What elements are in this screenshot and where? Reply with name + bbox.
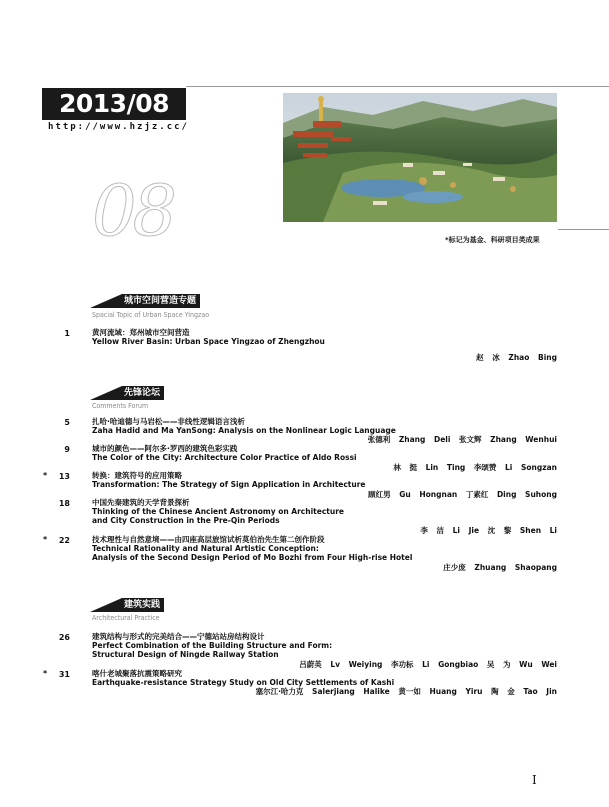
article-authors: 塞尔江·哈力克 Salerjiang Halike 黄一如 Huang Yiru 陶 金 Tao Jin <box>255 687 557 696</box>
page-number: 26 <box>58 633 70 642</box>
section-subtitle: Architectural Practice <box>92 614 160 622</box>
article-title[interactable] <box>92 471 366 489</box>
article-authors: 李 洁 Li Jie 沈 黎 Shen Li <box>420 526 557 535</box>
article-title-en: Transformation: The Strategy of Sign Application in Architecture <box>92 480 366 489</box>
cover-photo <box>283 93 557 222</box>
article-title-cn: 中国先秦建筑的天学背景探析 <box>92 498 190 507</box>
funding-mark: * <box>43 669 48 678</box>
page-number: 31 <box>58 670 70 679</box>
page-number: 9 <box>64 445 70 454</box>
page-number: 18 <box>58 499 70 508</box>
section-triangle <box>90 598 122 612</box>
page-number: 1 <box>64 329 70 338</box>
article-title-cn: 黄河流域：郑州城市空间营造 <box>92 328 190 337</box>
issue-date: 2013/08 <box>42 88 186 120</box>
page-number: 22 <box>58 536 70 545</box>
article-title-cn: 建筑结构与形式的完美结合——宁德站站房结构设计 <box>92 632 265 641</box>
article-title-en: Structural Design of Ningde Railway Station <box>92 650 279 659</box>
article-title-en: The Color of the City: Architecture Color Practice of Aldo Rossi <box>92 453 357 462</box>
article-title-en: Thinking of the Chinese Ancient Astronomy on Architecture <box>92 507 344 516</box>
section-subtitle: Spacial Topic of Urban Space Yingzao <box>92 311 210 319</box>
section-subtitle: Comments Forum <box>92 402 149 410</box>
article-title-cn: 喀什老城聚落抗震策略研究 <box>92 669 182 678</box>
article-authors: 庄少庞 Zhuang Shaopang <box>443 563 557 572</box>
page-number: 13 <box>58 472 70 481</box>
funding-mark: * <box>43 471 48 480</box>
section-title: 城市空间营造专题 <box>122 294 200 308</box>
article-authors: 张德利 Zhang Deli 张文辉 Zhang Wenhui <box>367 435 557 444</box>
article-title-en: Earthquake-resistance Strategy Study on Old City Settlements of Kashi <box>92 678 395 687</box>
article-title[interactable] <box>92 417 396 435</box>
article-title[interactable] <box>92 669 394 687</box>
article-title-cn: 城市的颜色——阿尔多·罗西的建筑色彩实践 <box>92 444 238 453</box>
side-rule <box>558 229 609 230</box>
article-authors: 赵 冰 Zhao Bing <box>476 353 557 362</box>
article-title-en: Yellow River Basin: Urban Space Yingzao of Zhengzhou <box>92 337 325 346</box>
section-title: 先锋论坛 <box>122 386 164 400</box>
article-authors: 林 挺 Lin Ting 李颂赞 Li Songzan <box>393 463 557 472</box>
funding-note: *标记为基金、科研项目类成果 <box>445 236 540 244</box>
article-authors: 顾红男 Gu Hongnan 丁素红 Ding Suhong <box>368 490 557 499</box>
article-title[interactable] <box>92 632 332 659</box>
section-triangle <box>90 294 122 308</box>
website-url[interactable]: http://www.hzjz.cc/ <box>48 122 189 132</box>
article-title[interactable] <box>92 444 357 462</box>
article-title-en: Analysis of the Second Design Period of Mo Bozhi from Four High-rise Hotel <box>92 553 413 562</box>
section-triangle <box>90 386 122 400</box>
article-authors: 吕蔚英 Lv Weiying 李功标 Li Gongbiao 吴 为 Wu Wei <box>299 660 557 669</box>
issue-number-watermark: 08 <box>92 170 174 252</box>
article-title[interactable] <box>92 535 412 562</box>
section-title: 建筑实践 <box>122 598 164 612</box>
article-title[interactable] <box>92 328 325 346</box>
funding-mark: * <box>43 535 48 544</box>
article-title[interactable] <box>92 498 344 525</box>
article-title-cn: 转换：建筑符号的应用策略 <box>92 471 182 480</box>
folio: I <box>532 773 537 787</box>
article-title-en: and City Construction in the Pre-Qin Periods <box>92 516 280 525</box>
page-number: 5 <box>64 418 70 427</box>
article-title-en: Zaha Hadid and Ma YanSong: Analysis on the Nonlinear Logic Language <box>92 426 396 435</box>
article-title-cn: 扎哈·哈迪德与马岩松——非线性逻辑语言浅析 <box>92 417 245 426</box>
article-title-cn: 技术理性与自然意境——由四座高层旅馆试析莫伯治先生第二创作阶段 <box>92 535 325 544</box>
article-title-en: Perfect Combination of the Building Structure and Form: <box>92 641 333 650</box>
header-rule <box>186 86 609 87</box>
article-title-en: Technical Rationality and Natural Artistic Conception: <box>92 544 319 553</box>
